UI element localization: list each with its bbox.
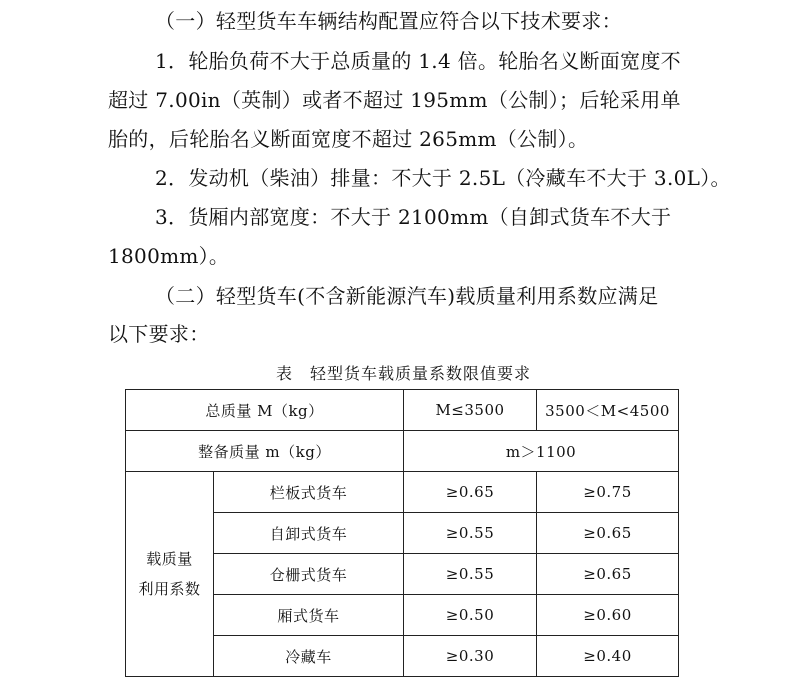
limit-value: ≥0.65 bbox=[404, 472, 537, 513]
table-row bbox=[126, 431, 679, 472]
limit-value: ≥0.55 bbox=[404, 554, 537, 595]
paragraph-line: 胎的，后轮胎名义断面宽度不超过 265mm（公制）。 bbox=[108, 127, 589, 151]
truck-type: 自卸式货车 bbox=[214, 513, 404, 554]
load-utilization-group-label bbox=[126, 472, 214, 677]
group-label-line: 利用系数 bbox=[138, 580, 201, 598]
truck-type: 栏板式货车 bbox=[214, 472, 404, 513]
limit-value: ≥0.65 bbox=[537, 513, 679, 554]
header-col1: M≤3500 bbox=[404, 390, 537, 431]
limit-value: ≥0.30 bbox=[404, 636, 537, 677]
table-row bbox=[126, 472, 679, 513]
paragraph-line: 2．发动机（柴油）排量：不大于 2.5L（冷藏车不大于 3.0L）。 bbox=[155, 166, 731, 190]
table-row bbox=[126, 390, 679, 431]
section-heading-2: （二）轻型货车(不含新能源汽车)载质量利用系数应满足 bbox=[155, 284, 659, 308]
limit-value: ≥0.60 bbox=[537, 595, 679, 636]
curb-mass-value: m＞1100 bbox=[404, 431, 679, 472]
limit-value: ≥0.55 bbox=[404, 513, 537, 554]
header-total-mass-label: 总质量 M（kg） bbox=[126, 390, 404, 431]
spec-table bbox=[125, 389, 679, 677]
paragraph-line: 以下要求： bbox=[108, 322, 210, 346]
paragraph-line: 1800mm）。 bbox=[108, 244, 230, 268]
limit-value: ≥0.50 bbox=[404, 595, 537, 636]
truck-type: 仓栅式货车 bbox=[214, 554, 404, 595]
limit-value: ≥0.65 bbox=[537, 554, 679, 595]
paragraph-line: 1．轮胎负荷不大于总质量的 1.4 倍。轮胎名义断面宽度不 bbox=[155, 49, 681, 73]
paragraph-line: 3．货厢内部宽度：不大于 2100mm（自卸式货车不大于 bbox=[155, 205, 672, 229]
paragraph-line: 超过 7.00in（英制）或者不超过 195mm（公制）；后轮采用单 bbox=[108, 88, 681, 112]
limit-value: ≥0.75 bbox=[537, 472, 679, 513]
header-col2: 3500＜M<4500 bbox=[537, 390, 679, 431]
curb-mass-label: 整备质量 m（kg） bbox=[126, 431, 404, 472]
truck-type: 厢式货车 bbox=[214, 595, 404, 636]
section-heading-1: （一）轻型货车车辆结构配置应符合以下技术要求： bbox=[155, 9, 622, 33]
limit-value: ≥0.40 bbox=[537, 636, 679, 677]
table-caption: 表 轻型货车载质量系数限值要求 bbox=[275, 364, 531, 383]
truck-type: 冷藏车 bbox=[214, 636, 404, 677]
group-label-line: 载质量 bbox=[146, 550, 193, 568]
